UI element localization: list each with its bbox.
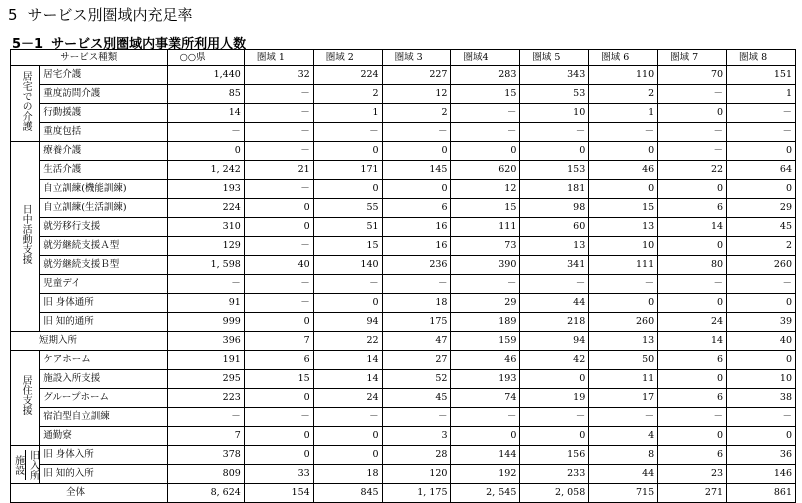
table-row bbox=[11, 484, 796, 503]
table-cell: 0 bbox=[589, 142, 658, 161]
table-row bbox=[11, 313, 796, 332]
table-cell: 19 bbox=[520, 389, 589, 408]
table-cell: － bbox=[244, 142, 313, 161]
service-name: 施設入所支援 bbox=[40, 370, 167, 389]
table-row bbox=[11, 427, 796, 446]
service-name: 旧 知的入所 bbox=[40, 465, 167, 484]
table-cell: 29 bbox=[727, 199, 796, 218]
table-cell: 0 bbox=[244, 218, 313, 237]
table-cell: 809 bbox=[167, 465, 244, 484]
table-cell: 260 bbox=[727, 256, 796, 275]
table-cell: 396 bbox=[167, 332, 244, 351]
table-row bbox=[11, 275, 796, 294]
table-cell: 3 bbox=[382, 427, 451, 446]
table-cell: 15 bbox=[451, 85, 520, 104]
table-cell: 310 bbox=[167, 218, 244, 237]
table-cell: 0 bbox=[520, 370, 589, 389]
table-cell: 233 bbox=[520, 465, 589, 484]
table-cell: 0 bbox=[313, 427, 382, 446]
table-cell: － bbox=[658, 275, 727, 294]
service-name: 短期入所 bbox=[11, 332, 168, 351]
table-cell: 0 bbox=[520, 427, 589, 446]
table-cell: 13 bbox=[589, 218, 658, 237]
table-row bbox=[11, 66, 796, 85]
column-header: サービス種類 bbox=[11, 50, 168, 66]
table-cell: － bbox=[244, 180, 313, 199]
table-row bbox=[11, 237, 796, 256]
category-sublabel-text: 旧入所 bbox=[25, 450, 39, 480]
table-cell: － bbox=[244, 275, 313, 294]
category-label-text: 居宅での介護 bbox=[20, 70, 32, 131]
table-cell: 0 bbox=[313, 446, 382, 465]
table-row bbox=[11, 218, 796, 237]
table-cell: 42 bbox=[520, 351, 589, 370]
table-cell: 2, 058 bbox=[520, 484, 589, 503]
table-cell: 28 bbox=[382, 446, 451, 465]
table-cell: 1, 175 bbox=[382, 484, 451, 503]
table-cell: 6 bbox=[658, 446, 727, 465]
column-header: 圏域 5 bbox=[520, 50, 589, 66]
table-cell: 0 bbox=[244, 446, 313, 465]
table-cell: 53 bbox=[520, 85, 589, 104]
column-header: 圏域 6 bbox=[589, 50, 658, 66]
table-cell: 2 bbox=[589, 85, 658, 104]
table-cell: 271 bbox=[658, 484, 727, 503]
table-cell: 16 bbox=[382, 237, 451, 256]
service-name: 宿泊型自立訓練 bbox=[40, 408, 167, 427]
table-cell: － bbox=[658, 408, 727, 427]
table-cell: 0 bbox=[382, 142, 451, 161]
table-cell: 60 bbox=[520, 218, 589, 237]
table-cell: － bbox=[520, 123, 589, 142]
table-cell: 6 bbox=[658, 351, 727, 370]
service-name: 就労継続支援Ｂ型 bbox=[40, 256, 167, 275]
table-cell: 8, 624 bbox=[167, 484, 244, 503]
service-name: 行動援護 bbox=[40, 104, 167, 123]
service-name: 自立訓練(機能訓練) bbox=[40, 180, 167, 199]
table-cell: 12 bbox=[382, 85, 451, 104]
table-cell: － bbox=[727, 408, 796, 427]
table-cell: 2, 545 bbox=[451, 484, 520, 503]
table-cell: 14 bbox=[313, 370, 382, 389]
table-cell: － bbox=[244, 123, 313, 142]
table-cell: 74 bbox=[451, 389, 520, 408]
table-cell: 45 bbox=[727, 218, 796, 237]
table-cell: 44 bbox=[589, 465, 658, 484]
table-cell: 2 bbox=[382, 104, 451, 123]
category-label bbox=[11, 446, 40, 484]
table-cell: 51 bbox=[313, 218, 382, 237]
table-cell: － bbox=[589, 275, 658, 294]
service-name: 就労移行支援 bbox=[40, 218, 167, 237]
table-cell: 0 bbox=[658, 180, 727, 199]
table-cell: 38 bbox=[727, 389, 796, 408]
table-cell: － bbox=[451, 104, 520, 123]
table-cell: 224 bbox=[167, 199, 244, 218]
heading-title: サービス別圏域内充足率 bbox=[27, 6, 193, 24]
table-cell: 111 bbox=[589, 256, 658, 275]
table-cell: － bbox=[167, 123, 244, 142]
table-cell: 0 bbox=[727, 351, 796, 370]
table-cell: 14 bbox=[658, 332, 727, 351]
service-name: 旧 知的通所 bbox=[40, 313, 167, 332]
table-cell: 0 bbox=[727, 142, 796, 161]
table-cell: 0 bbox=[244, 313, 313, 332]
table-cell: 224 bbox=[313, 66, 382, 85]
service-name: 自立訓練(生活訓練) bbox=[40, 199, 167, 218]
table-cell: 1 bbox=[313, 104, 382, 123]
table-row bbox=[11, 85, 796, 104]
table-cell: － bbox=[313, 408, 382, 427]
table-cell: 18 bbox=[382, 294, 451, 313]
category-label bbox=[11, 351, 40, 446]
table-cell: 12 bbox=[451, 180, 520, 199]
table-cell: － bbox=[658, 142, 727, 161]
category-label-text: 日中活動支援 bbox=[20, 203, 32, 264]
table-cell: － bbox=[727, 275, 796, 294]
table-cell: 21 bbox=[244, 161, 313, 180]
table-cell: 27 bbox=[382, 351, 451, 370]
table-cell: 22 bbox=[658, 161, 727, 180]
table-cell: 129 bbox=[167, 237, 244, 256]
column-header: 圏域 3 bbox=[382, 50, 451, 66]
table-cell: － bbox=[451, 123, 520, 142]
table-cell: 39 bbox=[727, 313, 796, 332]
table-cell: 146 bbox=[727, 465, 796, 484]
table-cell: 0 bbox=[244, 427, 313, 446]
table-cell: 378 bbox=[167, 446, 244, 465]
table-cell: 0 bbox=[589, 180, 658, 199]
table-cell: 0 bbox=[244, 389, 313, 408]
table-cell: 999 bbox=[167, 313, 244, 332]
table-cell: 40 bbox=[244, 256, 313, 275]
table-cell: 120 bbox=[382, 465, 451, 484]
table-cell: 1 bbox=[727, 85, 796, 104]
table-cell: － bbox=[244, 408, 313, 427]
table-cell: 181 bbox=[520, 180, 589, 199]
table-cell: 29 bbox=[451, 294, 520, 313]
table-cell: 14 bbox=[167, 104, 244, 123]
table-cell: － bbox=[382, 408, 451, 427]
table-cell: 236 bbox=[382, 256, 451, 275]
subheading-number: 5－1 bbox=[12, 37, 44, 52]
table-cell: 18 bbox=[313, 465, 382, 484]
service-name: 居宅介護 bbox=[40, 66, 167, 85]
table-cell: 0 bbox=[167, 142, 244, 161]
table-cell: 52 bbox=[382, 370, 451, 389]
table-cell: 151 bbox=[727, 66, 796, 85]
table-cell: － bbox=[727, 123, 796, 142]
table-cell: － bbox=[589, 408, 658, 427]
heading-number: 5 bbox=[8, 6, 18, 24]
table-cell: 44 bbox=[520, 294, 589, 313]
table-cell: 15 bbox=[313, 237, 382, 256]
table-cell: 0 bbox=[727, 294, 796, 313]
table-cell: 15 bbox=[244, 370, 313, 389]
table-cell: － bbox=[589, 123, 658, 142]
table-cell: 145 bbox=[382, 161, 451, 180]
table-cell: 46 bbox=[451, 351, 520, 370]
table-cell: 0 bbox=[727, 180, 796, 199]
table-row bbox=[11, 370, 796, 389]
table-cell: － bbox=[727, 104, 796, 123]
category-label-text: 居住支援 bbox=[20, 375, 32, 415]
table-cell: 91 bbox=[167, 294, 244, 313]
table-cell: 10 bbox=[520, 104, 589, 123]
service-name: 生活介護 bbox=[40, 161, 167, 180]
subheading-title: サービス別圏域内事業所利用人数 bbox=[51, 37, 247, 52]
table-cell: 0 bbox=[313, 180, 382, 199]
table-cell: 715 bbox=[589, 484, 658, 503]
category-label-text: 施設 bbox=[12, 454, 24, 475]
table-cell: 0 bbox=[658, 370, 727, 389]
table-cell: 153 bbox=[520, 161, 589, 180]
service-name: グループホーム bbox=[40, 389, 167, 408]
table-row bbox=[11, 408, 796, 427]
table-cell: 1, 242 bbox=[167, 161, 244, 180]
service-name: 療養介護 bbox=[40, 142, 167, 161]
table-row bbox=[11, 123, 796, 142]
table-cell: － bbox=[382, 275, 451, 294]
table-cell: 6 bbox=[382, 199, 451, 218]
table-cell: － bbox=[451, 275, 520, 294]
table-cell: 7 bbox=[167, 427, 244, 446]
table-row bbox=[11, 465, 796, 484]
category-label bbox=[11, 66, 40, 142]
table-row bbox=[11, 142, 796, 161]
service-name: 重度訪問介護 bbox=[40, 85, 167, 104]
table-cell: 0 bbox=[658, 237, 727, 256]
table-cell: 32 bbox=[244, 66, 313, 85]
column-header: 圏域 2 bbox=[313, 50, 382, 66]
table-cell: 0 bbox=[313, 294, 382, 313]
column-header: 圏域 7 bbox=[658, 50, 727, 66]
table-cell: 0 bbox=[658, 294, 727, 313]
table-cell: 283 bbox=[451, 66, 520, 85]
table-cell: 80 bbox=[658, 256, 727, 275]
table-cell: 15 bbox=[451, 199, 520, 218]
table-row bbox=[11, 294, 796, 313]
column-header: 圏域 8 bbox=[727, 50, 796, 66]
table-cell: － bbox=[244, 294, 313, 313]
table-cell: 0 bbox=[520, 142, 589, 161]
table-cell: 192 bbox=[451, 465, 520, 484]
service-name: 児童デイ bbox=[40, 275, 167, 294]
table-cell: 94 bbox=[520, 332, 589, 351]
table-cell: 4 bbox=[589, 427, 658, 446]
table-cell: 24 bbox=[313, 389, 382, 408]
table-cell: 6 bbox=[658, 199, 727, 218]
table-cell: 0 bbox=[727, 427, 796, 446]
table-cell: 23 bbox=[658, 465, 727, 484]
table-row bbox=[11, 256, 796, 275]
table-cell: 14 bbox=[658, 218, 727, 237]
table-cell: 295 bbox=[167, 370, 244, 389]
table-cell: 13 bbox=[520, 237, 589, 256]
table-cell: 845 bbox=[313, 484, 382, 503]
table-cell: 144 bbox=[451, 446, 520, 465]
table-cell: 171 bbox=[313, 161, 382, 180]
table-cell: － bbox=[520, 408, 589, 427]
table-cell: 861 bbox=[727, 484, 796, 503]
table-cell: 111 bbox=[451, 218, 520, 237]
table-cell: 227 bbox=[382, 66, 451, 85]
table-cell: 7 bbox=[244, 332, 313, 351]
table-cell: 193 bbox=[167, 180, 244, 199]
table-cell: 140 bbox=[313, 256, 382, 275]
table-cell: 6 bbox=[244, 351, 313, 370]
table-cell: 1, 598 bbox=[167, 256, 244, 275]
table-cell: 260 bbox=[589, 313, 658, 332]
table-cell: 73 bbox=[451, 237, 520, 256]
table-cell: 0 bbox=[451, 427, 520, 446]
table-cell: 55 bbox=[313, 199, 382, 218]
table-cell: 10 bbox=[589, 237, 658, 256]
table-cell: 45 bbox=[382, 389, 451, 408]
table-cell: 620 bbox=[451, 161, 520, 180]
table-cell: 0 bbox=[313, 142, 382, 161]
table-cell: － bbox=[313, 123, 382, 142]
table-cell: 343 bbox=[520, 66, 589, 85]
table-row bbox=[11, 104, 796, 123]
table-cell: 159 bbox=[451, 332, 520, 351]
table-cell: － bbox=[658, 123, 727, 142]
table-cell: 98 bbox=[520, 199, 589, 218]
table-row bbox=[11, 446, 796, 465]
service-name: ケアホーム bbox=[40, 351, 167, 370]
table-cell: 0 bbox=[244, 199, 313, 218]
table-cell: － bbox=[313, 275, 382, 294]
table-cell: 2 bbox=[727, 237, 796, 256]
usage-table bbox=[10, 49, 796, 503]
table-cell: 156 bbox=[520, 446, 589, 465]
table-row bbox=[11, 332, 796, 351]
table-cell: 0 bbox=[382, 180, 451, 199]
table-cell: 110 bbox=[589, 66, 658, 85]
table-cell: 193 bbox=[451, 370, 520, 389]
table-cell: 36 bbox=[727, 446, 796, 465]
table-cell: 16 bbox=[382, 218, 451, 237]
page-heading bbox=[8, 4, 193, 25]
table-cell: － bbox=[658, 85, 727, 104]
table-row bbox=[11, 180, 796, 199]
table-cell: － bbox=[167, 275, 244, 294]
table-cell: 0 bbox=[589, 294, 658, 313]
table-cell: 85 bbox=[167, 85, 244, 104]
table-row bbox=[11, 199, 796, 218]
service-name: 旧 身体入所 bbox=[40, 446, 167, 465]
table-cell: 223 bbox=[167, 389, 244, 408]
table-cell: 1,440 bbox=[167, 66, 244, 85]
table-cell: 14 bbox=[313, 351, 382, 370]
service-name: 全体 bbox=[11, 484, 168, 503]
table-cell: 2 bbox=[313, 85, 382, 104]
service-name: 旧 身体通所 bbox=[40, 294, 167, 313]
table-cell: － bbox=[244, 237, 313, 256]
table-cell: 50 bbox=[589, 351, 658, 370]
table-cell: 47 bbox=[382, 332, 451, 351]
service-name: 重度包括 bbox=[40, 123, 167, 142]
table-cell: 46 bbox=[589, 161, 658, 180]
table-cell: 17 bbox=[589, 389, 658, 408]
table-cell: 33 bbox=[244, 465, 313, 484]
service-name: 通勤寮 bbox=[40, 427, 167, 446]
table-cell: － bbox=[244, 85, 313, 104]
table-cell: 24 bbox=[658, 313, 727, 332]
table-row bbox=[11, 389, 796, 408]
service-name: 就労継続支援Ａ型 bbox=[40, 237, 167, 256]
table-cell: － bbox=[244, 104, 313, 123]
table-cell: 189 bbox=[451, 313, 520, 332]
table-row bbox=[11, 161, 796, 180]
header-row bbox=[11, 50, 796, 66]
table-cell: 218 bbox=[520, 313, 589, 332]
table-cell: 0 bbox=[658, 104, 727, 123]
table-cell: 8 bbox=[589, 446, 658, 465]
table-cell: 6 bbox=[658, 389, 727, 408]
table-cell: 1 bbox=[589, 104, 658, 123]
table-cell: － bbox=[451, 408, 520, 427]
table-cell: 22 bbox=[313, 332, 382, 351]
table-cell: 15 bbox=[589, 199, 658, 218]
table-row bbox=[11, 351, 796, 370]
table-cell: 10 bbox=[727, 370, 796, 389]
table-cell: 154 bbox=[244, 484, 313, 503]
column-header: 圏域4 bbox=[451, 50, 520, 66]
table-cell: 175 bbox=[382, 313, 451, 332]
table-cell: － bbox=[520, 275, 589, 294]
table-cell: 0 bbox=[658, 427, 727, 446]
table-cell: 64 bbox=[727, 161, 796, 180]
table-cell: 191 bbox=[167, 351, 244, 370]
table-cell: 94 bbox=[313, 313, 382, 332]
table-cell: － bbox=[167, 408, 244, 427]
table-cell: － bbox=[382, 123, 451, 142]
table-cell: 341 bbox=[520, 256, 589, 275]
table-cell: 0 bbox=[451, 142, 520, 161]
table-cell: 40 bbox=[727, 332, 796, 351]
column-header: 圏域 1 bbox=[244, 50, 313, 66]
table-cell: 70 bbox=[658, 66, 727, 85]
table-cell: 13 bbox=[589, 332, 658, 351]
table-cell: 11 bbox=[589, 370, 658, 389]
table-cell: 390 bbox=[451, 256, 520, 275]
column-header: ○○県 bbox=[167, 50, 244, 66]
category-label bbox=[11, 142, 40, 332]
